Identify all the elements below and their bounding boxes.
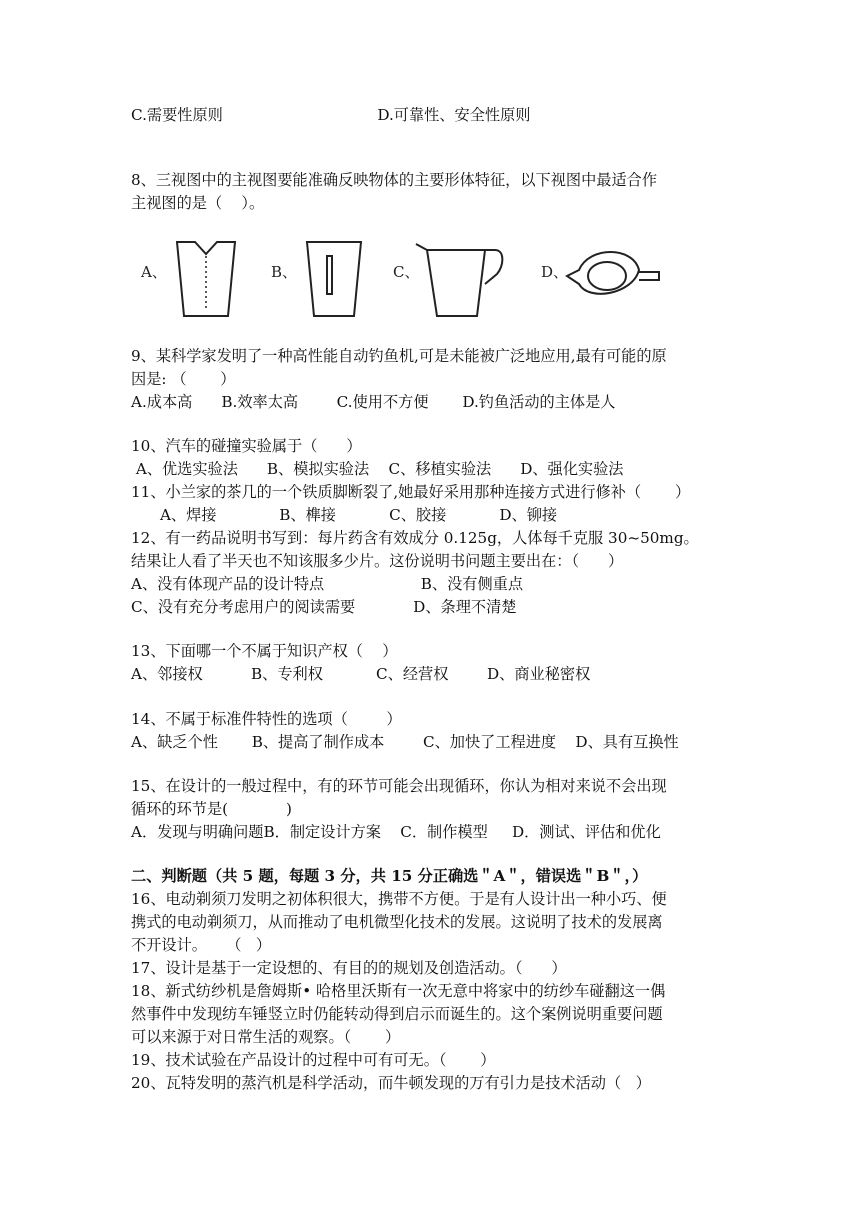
view-b-icon (307, 242, 361, 316)
figure-label-b: B、 (271, 263, 298, 281)
text-line: 14、不属于标准件特性的选项（ ） (131, 710, 402, 728)
text-line: 15、在设计的一般过程中，有的环节可能会出现循环，你认为相对来说不会出现 (131, 777, 667, 795)
text-line: A．发现与明确问题B．制定设计方案 C．制作模型 D．测试、评估和优化 (131, 823, 661, 841)
text-line: 10、汽车的碰撞实验属于（ ） (131, 437, 362, 455)
text-line: 18、新式纺纱机是詹姆斯• 哈格里沃斯有一次无意中将家中的纺纱车碰翻这一偶 (131, 982, 666, 1000)
figure-label-c: C、 (393, 263, 420, 281)
text-line: 19、技术试验在产品设计的过程中可有可无。（ ） (131, 1051, 496, 1069)
text-line: 携式的电动剃须刀，从而推动了电机微型化技术的发展。这说明了技术的发展离 (131, 913, 663, 931)
text-line: A、没有体现产品的设计特点 B、没有侧重点 (131, 575, 524, 593)
text-line: 12、有一药品说明书写到：每片药含有效成分 0.125g，人体每千克服 30~50mg。 (131, 529, 699, 547)
text-line: 可以来源于对日常生活的观察。（ ） (131, 1028, 401, 1046)
text-line: 17、设计是基于一定设想的、有目的的规划及创造活动。（ ） (131, 959, 567, 977)
text-line: 因是: （ ） (131, 370, 236, 388)
text-line: 主视图的是（ ）。 (131, 194, 265, 212)
view-a-icon (177, 242, 235, 316)
text-line: A、优选实验法 B、模拟实验法 C、移植实验法 D、强化实验法 (131, 460, 624, 478)
view-d-icon (567, 252, 659, 294)
text-line: 11、小兰家的茶几的一个铁质脚断裂了,她最好采用那种连接方式进行修补（ ） (131, 483, 691, 501)
text-line: A、焊接 B、榫接 C、胶接 D、铆接 (131, 506, 558, 524)
text-line: 20、瓦特发明的蒸汽机是科学活动，而牛顿发现的万有引力是技术活动（ ） (131, 1074, 651, 1092)
three-views-figure (131, 230, 671, 325)
text-line: 16、电动剃须刀发明之初体积很大，携带不方便。于是有人设计出一种小巧、便 (131, 890, 667, 908)
figure-label-a: A、 (141, 263, 167, 281)
text-line: 循环的环节是( ) (131, 800, 292, 818)
text-line: A.成本高 B.效率太高 C.使用不方便 D.钓鱼活动的主体是人 (131, 393, 616, 411)
text-line: C.需要性原则 D.可靠性、安全性原则 (131, 106, 531, 124)
view-c-icon (416, 244, 502, 316)
figure-label-d: D、 (541, 263, 569, 281)
text-line: 9、某科学家发明了一种高性能自动钓鱼机,可是未能被广泛地应用,最有可能的原 (131, 347, 667, 365)
text-line: A、邻接权 B、专利权 C、经营权 D、商业秘密权 (131, 665, 591, 683)
section-heading: 二、判断题（共 5 题，每题 3 分，共 15 分正确选＂A＂，错误选＂B＂，） (131, 867, 648, 885)
text-line: 不开设计。 （ ） (131, 936, 272, 954)
text-line: 13、下面哪一个不属于知识产权（ ） (131, 642, 398, 660)
text-line: 然事件中发现纺车锤竖立时仍能转动得到启示而诞生的。这个案例说明重要问题 (131, 1005, 663, 1023)
text-line: A、缺乏个性 B、提高了制作成本 C、加快了工程进度 D、具有互换性 (131, 733, 679, 751)
text-line: 结果让人看了半天也不知该服多少片。这份说明书问题主要出在：（ ） (131, 552, 624, 570)
text-line: 8、三视图中的主视图要能准确反映物体的主要形体特征，以下视图中最适合作 (131, 171, 658, 189)
text-line: C、没有充分考虑用户的阅读需要 D、条理不清楚 (131, 598, 517, 616)
